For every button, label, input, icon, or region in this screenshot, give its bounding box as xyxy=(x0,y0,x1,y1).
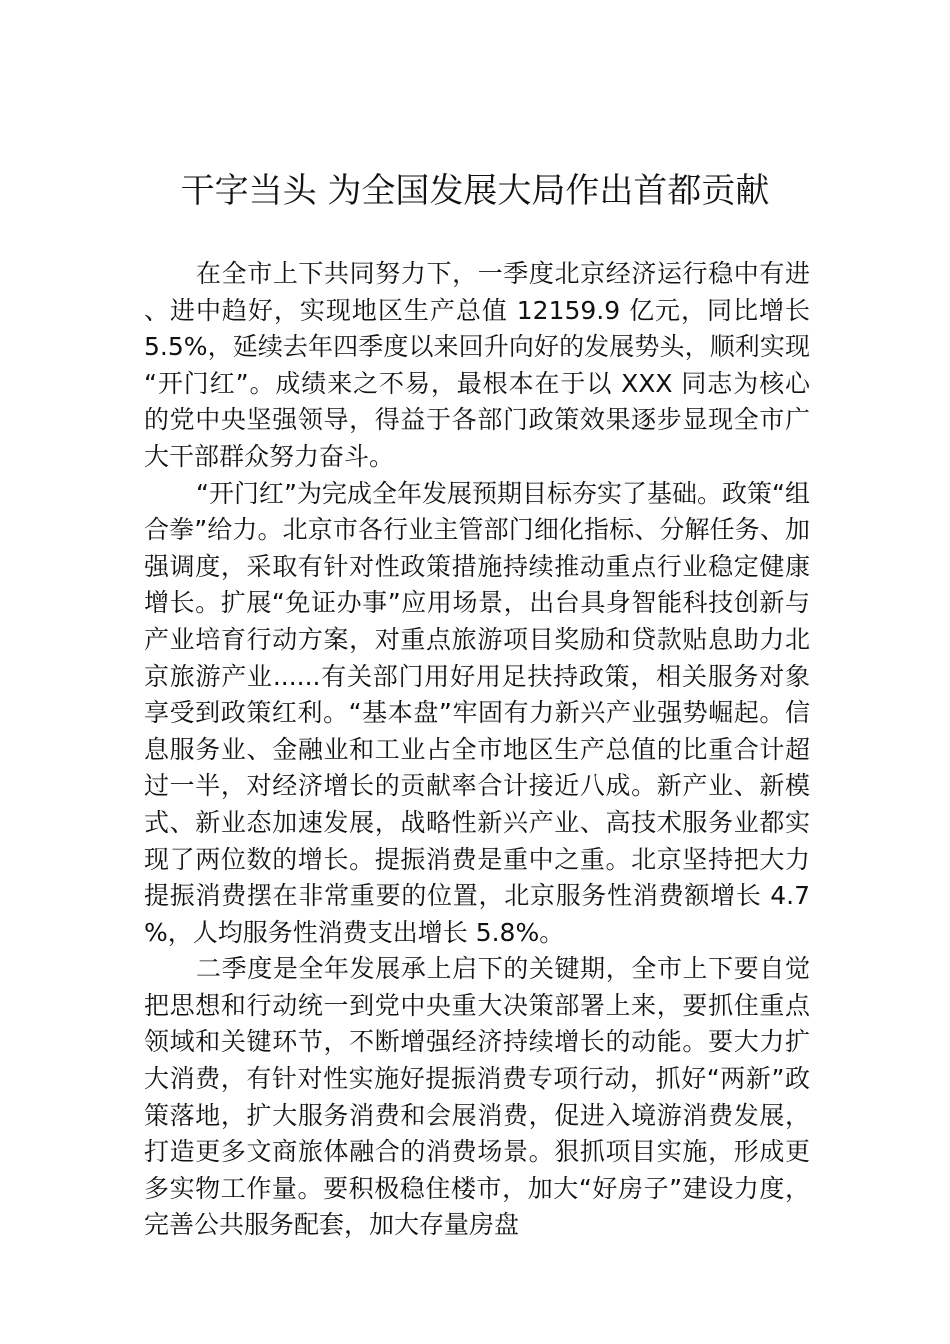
paragraph-2: “开门红”为完成全年发展预期目标夯实了基础。政策“组合拳”给力。北京市各行业主管部门细化指标、分解任务、加强调度，采取有针对性政策措施持续推动重点行业稳定健康增长。扩展“免证办事”应用场景，出台具身智能科技创新与产业培育行动方案，对重点旅游项目奖励和贷款贴息助力北京旅游产业......有关部门用好用足扶持政策，相关服务对象享受到政策红利。“基本盘”牢固有力新兴产业强势崛起。信息服务业、金融业和工业占全市地区生产总值的比重合计超过一半，对经济增长的贡献率合计接近八成。新产业、新模式、新业态加速发展，战略性新兴产业、高技术服务业都实现了两位数的增长。提振消费是重中之重。北京坚持把大力提振消费摆在非常重要的位置，北京服务性消费额增长 4.7%，人均服务性消费支出增长 5.8%。 xyxy=(144,478,810,947)
document-title: 干字当头 为全国发展大局作出首都贡献 xyxy=(180,171,770,211)
paragraph-1: 在全市上下共同努力下，一季度北京经济运行稳中有进、进中趋好，实现地区生产总值 12159.9 亿元，同比增长 5.5%，延续去年四季度以来回升向好的发展势头，顺利实现“开门红”。成绩来之不易，最根本在于以 XXX 同志为核心的党中央坚强领导，得益于各部门政策效果逐步显现全市广大干部群众努力奋斗。 xyxy=(144,259,810,471)
document-body xyxy=(144,256,810,1244)
paragraph-3: 二季度是全年发展承上启下的关键期，全市上下要自觉把思想和行动统一到党中央重大决策部署上来，要抓住重点领域和关键环节，不断增强经济持续增长的动能。要大力扩大消费，有针对性实施好提振消费专项行动，抓好“两新”政策落地，扩大服务消费和会展消费，促进入境游消费发展，打造更多文商旅体融合的消费场景。狠抓项目实施，形成更多实物工作量。要积极稳住楼市，加大“好房子”建设力度，完善公共服务配套，加大存量房盘 xyxy=(144,954,810,1240)
